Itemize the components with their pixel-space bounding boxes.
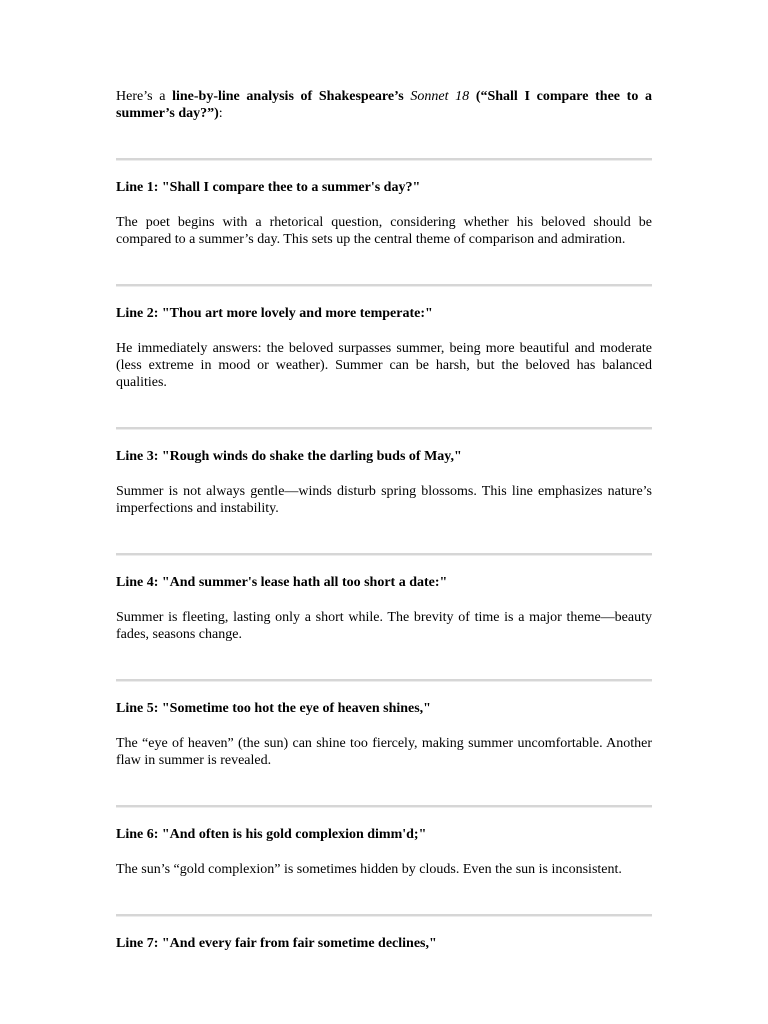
intro-paragraph — [116, 88, 652, 122]
section-line-4 — [116, 574, 652, 643]
section-body: The poet begins with a rhetorical question, considering whether his beloved should be compared to a summer’s day. This sets up the central theme of comparison and admiration. — [116, 215, 652, 247]
section-body: The “eye of heaven” (the sun) can shine too fiercely, making summer uncomfortable. Another flaw in summer is revealed. — [116, 736, 652, 768]
section-heading: Line 6: "And often is his gold complexion dimm'd;" — [116, 827, 427, 842]
intro-first-line-quote: (“Shall I compare thee to a summer’s day?”) — [116, 89, 652, 121]
section-body: He immediately answers: the beloved surpasses summer, being more beautiful and moderate (less extreme in mood or weather). Summer can be harsh, but the beloved has balanced qualities. — [116, 341, 652, 390]
section-heading: Line 4: "And summer's lease hath all too short a date:" — [116, 575, 448, 590]
section-line-3 — [116, 448, 652, 517]
section-divider — [116, 553, 652, 556]
section-body: Summer is fleeting, lasting only a short while. The brevity of time is a major theme—beauty fades, seasons change. — [116, 610, 652, 642]
intro-colon: : — [218, 106, 223, 121]
section-line-2 — [116, 305, 652, 391]
section-line-7 — [116, 935, 652, 952]
intro-space-2 — [469, 89, 476, 104]
intro-sonnet-title: Sonnet 18 — [410, 89, 470, 104]
section-body: The sun’s “gold complexion” is sometimes hidden by clouds. Even the sun is inconsistent. — [116, 862, 622, 877]
section-heading: Line 7: "And every fair from fair sometime declines," — [116, 936, 437, 951]
section-heading: Line 1: "Shall I compare thee to a summer's day?" — [116, 180, 421, 195]
section-divider — [116, 805, 652, 808]
section-divider — [116, 679, 652, 682]
section-line-1 — [116, 179, 652, 248]
section-heading: Line 2: "Thou art more lovely and more temperate:" — [116, 306, 433, 321]
section-heading: Line 3: "Rough winds do shake the darling buds of May," — [116, 449, 462, 464]
section-divider — [116, 158, 652, 161]
section-divider — [116, 284, 652, 287]
intro-text-plain: Here’s a — [116, 89, 173, 104]
document-page — [116, 88, 652, 952]
section-line-5 — [116, 700, 652, 769]
section-divider — [116, 914, 652, 917]
section-divider — [116, 427, 652, 430]
section-heading: Line 5: "Sometime too hot the eye of heaven shines," — [116, 701, 431, 716]
section-body: Summer is not always gentle—winds disturb spring blossoms. This line emphasizes nature’s imperfections and instability. — [116, 484, 652, 516]
intro-text-bold: line-by-line analysis of Shakespeare’s — [172, 89, 404, 104]
section-line-6 — [116, 826, 652, 878]
